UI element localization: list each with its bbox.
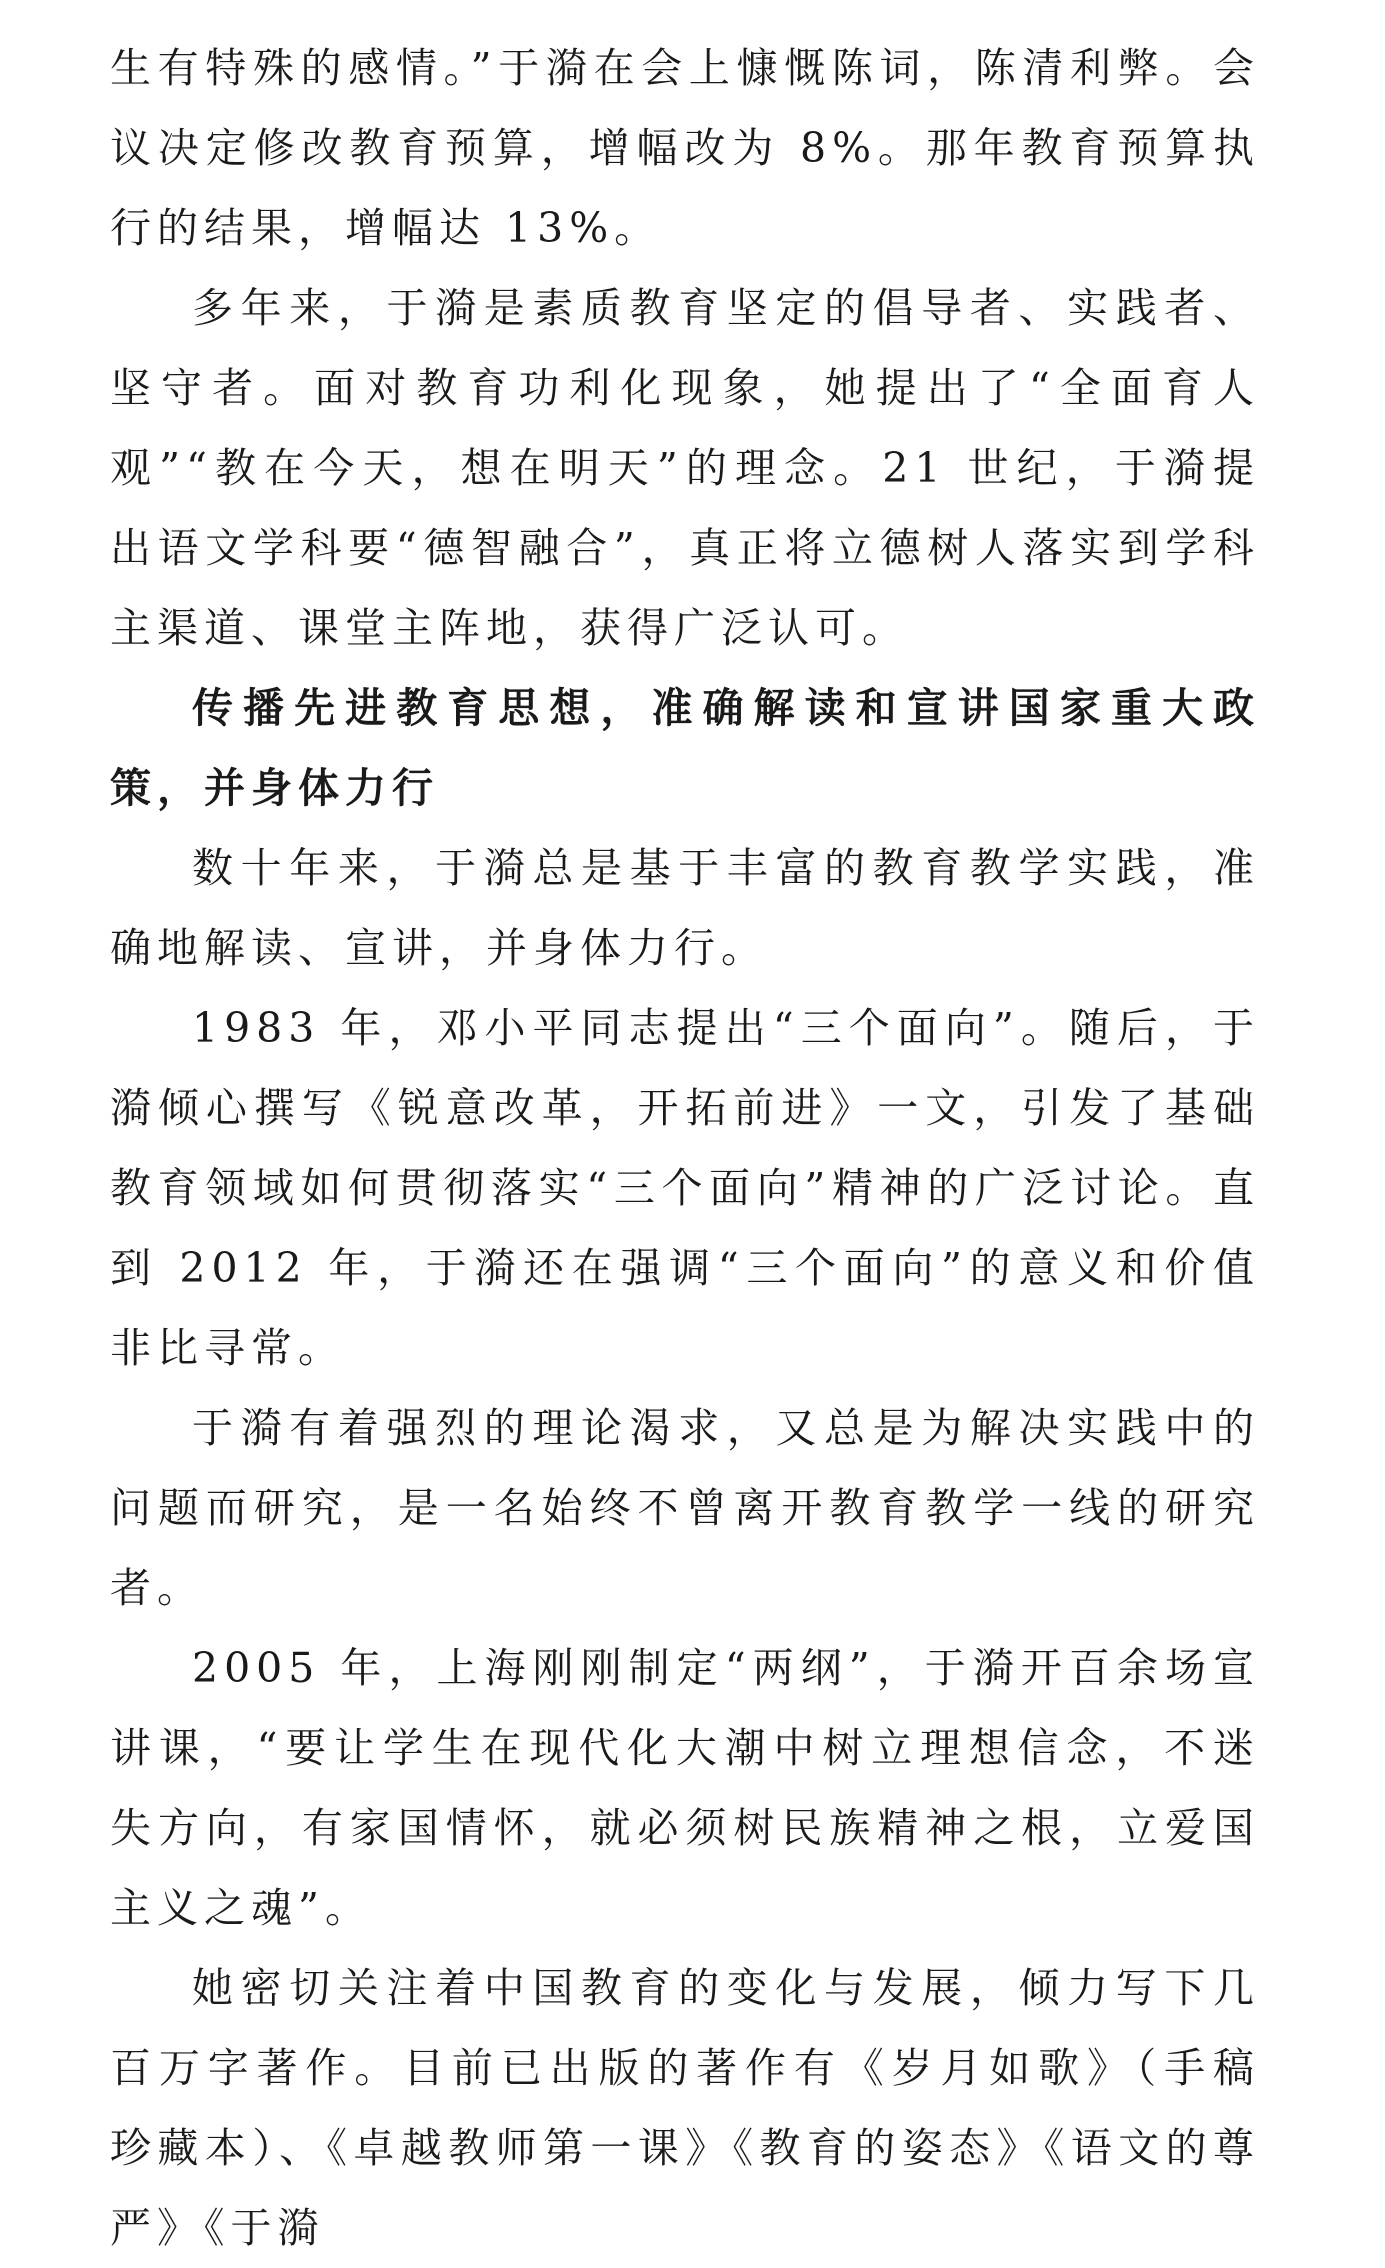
paragraph-researcher: 于漪有着强烈的理论渴求，又总是为解决实践中的问题而研究，是一名始终不曾离开教育教学一线的研究者。	[110, 1404, 1260, 1612]
paragraph-1983: 1983 年，邓小平同志提出“三个面向”。随后，于漪倾心撰写《锐意改革，开拓前进》一文，引发了基础教育领域如何贯彻落实“三个面向”精神的广泛讨论。直到 2012 年，于漪还在强调“三个面向”的意义和价值非比寻常。	[110, 1004, 1260, 1372]
document-page	[110, 28, 1260, 2268]
paragraph-decades: 数十年来，于漪总是基于丰富的教育教学实践，准确地解读、宣讲，并身体力行。	[110, 844, 1260, 972]
paragraph-2005: 2005 年，上海刚刚制定“两纲”，于漪开百余场宣讲课，“要让学生在现代化大潮中树立理想信念，不迷失方向，有家国情怀，就必须树民族精神之根，立爱国主义之魂”。	[110, 1644, 1260, 1932]
paragraph-works: 她密切关注着中国教育的变化与发展，倾力写下几百万字著作。目前已出版的著作有《岁月如歌》（手稿珍藏本）、《卓越教师第一课》《教育的姿态》《语文的尊严》《于漪	[110, 1964, 1260, 2252]
section-heading: 传播先进教育思想，准确解读和宣讲国家重大政策，并身体力行	[110, 684, 1260, 812]
paragraph-budget: 生有特殊的感情。”于漪在会上慷慨陈词，陈清利弊。会议决定修改教育预算，增幅改为 8%。那年教育预算执行的结果，增幅达 13%。	[110, 44, 1260, 252]
paragraph-quality-education: 多年来，于漪是素质教育坚定的倡导者、实践者、坚守者。面对教育功利化现象，她提出了“全面育人观”“教在今天，想在明天”的理念。21 世纪，于漪提出语文学科要“德智融合”，真正将立德树人落实到学科主渠道、课堂主阵地，获得广泛认可。	[110, 284, 1260, 652]
